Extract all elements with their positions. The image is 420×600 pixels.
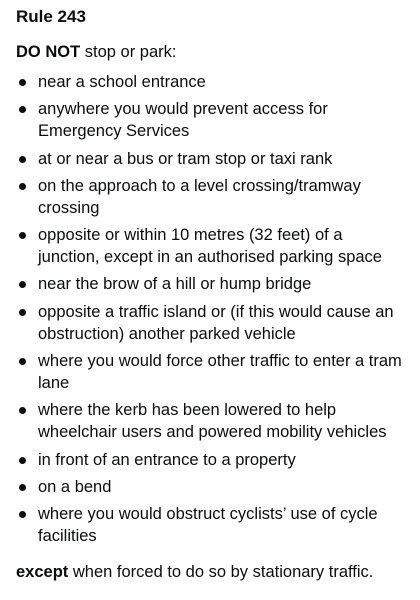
list-item (16, 175, 404, 219)
list-item-text: where you would obstruct cyclists’ use of cycle facilities (38, 505, 378, 546)
rule-outro (16, 561, 404, 583)
list-item (16, 449, 404, 471)
list-item (16, 503, 404, 547)
bullet-icon (19, 309, 26, 316)
list-item (16, 399, 404, 443)
list-item (16, 350, 404, 394)
list-item (16, 148, 404, 170)
rule-title: Rule 243 (16, 7, 86, 26)
bullet-icon (19, 484, 26, 491)
list-item (16, 98, 404, 142)
list-item (16, 273, 404, 295)
bullet-icon (19, 79, 26, 86)
list-item (16, 224, 404, 268)
list-item-text: opposite or within 10 metres (32 feet) of a junction, except in an authorised parking space (38, 226, 382, 267)
bullet-icon (19, 156, 26, 163)
intro-text: stop or park: (80, 43, 177, 61)
bullet-icon (19, 232, 26, 239)
list-item (16, 71, 404, 93)
bullet-icon (19, 511, 26, 518)
list-item-text: anywhere you would prevent access for Emergency Services (38, 100, 328, 141)
bullet-icon (19, 407, 26, 414)
list-item-text: on the approach to a level crossing/tramway crossing (38, 176, 361, 217)
outro-text: when forced to do so by stationary traffic. (68, 563, 374, 582)
intro-emphasis: DO NOT (16, 43, 81, 61)
rule-list (16, 71, 404, 547)
list-item-text: near a school entrance (38, 73, 206, 91)
bullet-icon (19, 358, 26, 365)
bullet-icon (19, 457, 26, 464)
list-item-text: near the brow of a hill or hump bridge (38, 275, 312, 294)
list-item-text: on a bend (38, 477, 112, 496)
list-item-text: in front of an entrance to a property (38, 450, 296, 469)
rule-intro (16, 41, 404, 63)
outro-emphasis: except (16, 563, 69, 582)
list-item (16, 301, 404, 345)
list-item-text: at or near a bus or tram stop or taxi rank (38, 149, 333, 168)
list-item-text: where the kerb has been lowered to help wheelchair users and powered mobility vehicles (38, 401, 387, 442)
list-item-text: where you would force other traffic to enter a tram lane (38, 352, 402, 393)
bullet-icon (19, 106, 26, 113)
list-item-text: opposite a traffic island or (if this would cause an obstruction) another parked vehicle (38, 302, 394, 343)
list-item (16, 476, 404, 498)
bullet-icon (19, 281, 26, 288)
bullet-icon (19, 183, 26, 190)
